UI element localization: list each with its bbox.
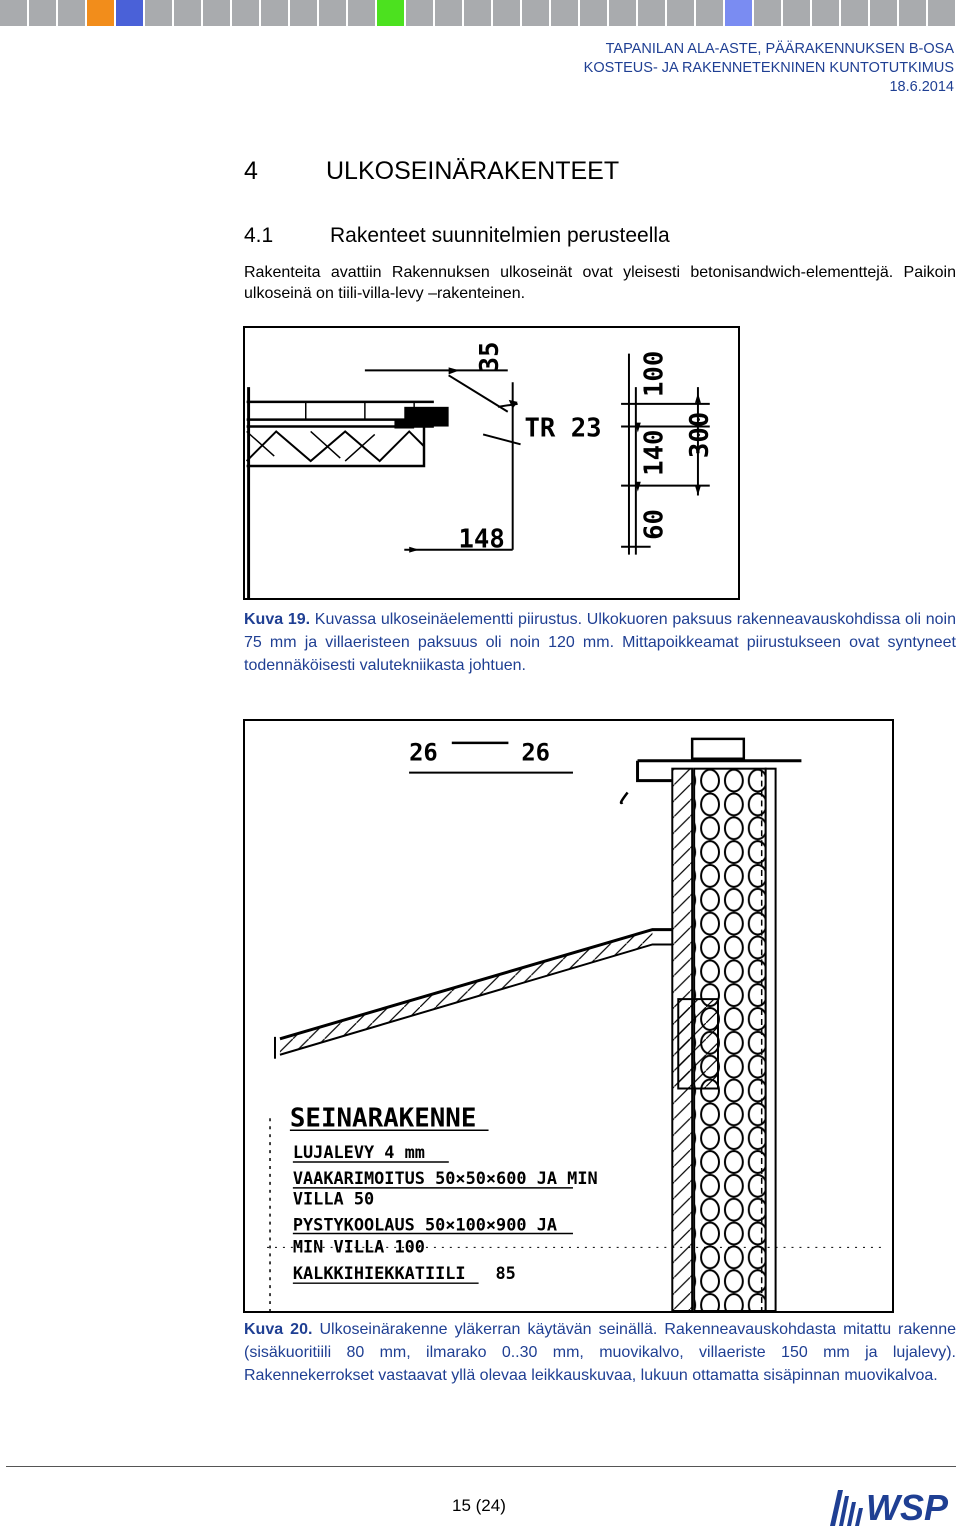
wsp-logo [826, 1482, 958, 1528]
dim-100: 100 [639, 350, 670, 397]
page-number: 15 (24) [452, 1496, 506, 1515]
subsection-heading [244, 224, 670, 248]
figure-19-drawing [243, 326, 740, 600]
color-square [783, 0, 810, 26]
color-square [435, 0, 462, 26]
color-square [580, 0, 607, 26]
intro-paragraph: Rakenteita avattiin Rakennuksen ulkoseinät ovat yleisesti betonisandwich-elementtejä. Paikoin ulkoseinä on tiili-villa-levy –rakenteinen. [244, 264, 956, 302]
caption-label: Kuva 20. [244, 1321, 313, 1338]
color-square [261, 0, 288, 26]
color-square [812, 0, 839, 26]
color-square [174, 0, 201, 26]
dim-tr23: TR 23 [524, 413, 602, 444]
color-square [0, 0, 27, 26]
color-square [145, 0, 172, 26]
color-square [870, 0, 897, 26]
dim-140: 140 [639, 429, 670, 476]
logo-text: WSP [866, 1487, 949, 1528]
color-square [667, 0, 694, 26]
header-color-strip [0, 0, 960, 28]
element-section-drawing [245, 328, 738, 598]
layer-pystykoolaus: PYSTYKOOLAUS 50×100×900 JA [292, 1214, 558, 1235]
color-square [116, 0, 143, 26]
color-square [841, 0, 868, 26]
color-square [899, 0, 926, 26]
subsection-number: 4.1 [244, 224, 274, 247]
dim-300: 300 [684, 411, 715, 459]
section-mark-right: 26 [521, 738, 551, 767]
color-square [377, 0, 404, 26]
dim-148: 148 [458, 524, 505, 555]
figure-19-caption [244, 608, 956, 677]
section-title: ULKOSEINÄRAKENTEET [326, 157, 620, 185]
color-square [290, 0, 317, 26]
dim-35: 35 [474, 341, 505, 373]
color-square [348, 0, 375, 26]
section-number: 4 [244, 157, 258, 185]
layer-lujalevy: LUJALEVY 4 mm [292, 1142, 425, 1163]
wall-structure-title: SEINARAKENNE [289, 1103, 477, 1134]
color-square [928, 0, 955, 26]
color-square [493, 0, 520, 26]
header-date: 18.6.2014 [889, 79, 954, 95]
dim-60: 60 [639, 509, 670, 540]
color-square [319, 0, 346, 26]
section-heading [244, 157, 619, 186]
color-square [725, 0, 752, 26]
color-square [551, 0, 578, 26]
color-square [232, 0, 259, 26]
wall-section-drawing [245, 721, 892, 1311]
layer-kalkkihiekkatiili: KALKKIHIEKKATIILI [292, 1263, 466, 1284]
color-square [696, 0, 723, 26]
color-square [464, 0, 491, 26]
color-square [609, 0, 636, 26]
color-square [203, 0, 230, 26]
header-project: TAPANILAN ALA-ASTE, PÄÄRAKENNUKSEN B-OSA [605, 41, 954, 57]
color-square [522, 0, 549, 26]
color-square [58, 0, 85, 26]
wsp-logo-mark [826, 1482, 958, 1528]
figure-20-caption [244, 1318, 956, 1387]
layer-vaakarimoitus: VAAKARIMOITUS 50×50×600 JA MIN [292, 1167, 598, 1188]
figure-20-drawing [243, 719, 894, 1313]
section-mark-left: 26 [409, 738, 438, 767]
layer-villa-100: MIN VILLA 100 [292, 1236, 425, 1257]
subsection-title: Rakenteet suunnitelmien perusteella [330, 224, 670, 247]
caption-text: Kuvassa ulkoseinäelementti piirustus. Ulkokuoren paksuus rakenneavauskohdissa oli noin 75 mm ja villaeristeen paksuus oli noin 120 mm. Mittapoikkeamat piirustukseen ovat syntyneet todennäköisesti valutekniikasta johtuen. [244, 611, 957, 674]
footer-divider [6, 1466, 956, 1467]
layer-villa-50: VILLA 50 [292, 1188, 375, 1209]
color-square [87, 0, 114, 26]
color-square [638, 0, 665, 26]
caption-text: Ulkoseinärakenne yläkerran käytävän seinällä. Rakenneavauskohdasta mitattu rakenne (sisäkuoritiili 80 mm, ilmarako 0..30 mm, muovikalvo, villaeriste 150 mm ja lujalevy). Rakennekerrokset vastaavat yllä olevaa leikkauskuvaa, lukuun ottamatta sisäpinnan muovikalvoa. [244, 1321, 957, 1384]
caption-label: Kuva 19. [244, 611, 311, 628]
color-square [406, 0, 433, 26]
color-square [29, 0, 56, 26]
running-header [584, 40, 954, 97]
color-square [754, 0, 781, 26]
layer-kalkkihiekkatiili-value: 85 [495, 1263, 516, 1284]
header-report: KOSTEUS- JA RAKENNETEKNINEN KUNTOTUTKIMUS [583, 60, 954, 76]
